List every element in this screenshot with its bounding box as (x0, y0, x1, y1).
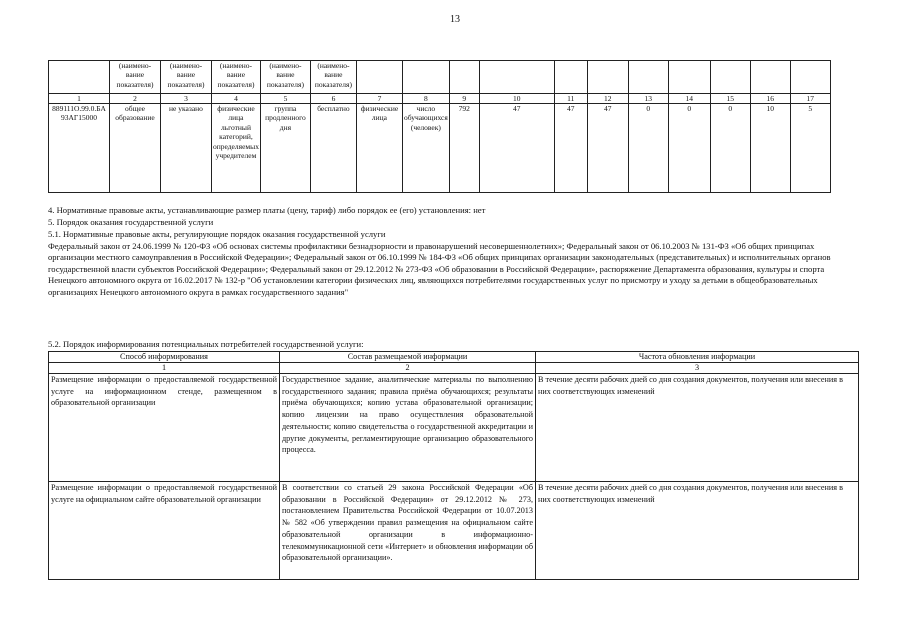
column-number: 4 (212, 94, 261, 104)
header-cell (356, 61, 402, 94)
page-number: 13 (450, 14, 460, 25)
header-cell (554, 61, 587, 94)
table-cell: 47 (587, 104, 628, 193)
table-cell: 5 (790, 104, 830, 193)
quality-indicators-table (48, 60, 831, 193)
column-number: 15 (710, 94, 750, 104)
table-cell: число обучающихся (человек) (402, 104, 449, 193)
header-cell: (наимено-вание показателя) (260, 61, 310, 94)
column-header: Способ информирования (49, 352, 280, 363)
header-cell (479, 61, 554, 94)
table-cell: 10 (750, 104, 790, 193)
informing-table (48, 351, 859, 580)
column-number-row (49, 94, 831, 104)
section-5-heading: 5. Порядок оказания государственной услуги (48, 217, 214, 227)
header-cell (628, 61, 668, 94)
info-method-cell: Размещение информации о предоставляемой государственной услуге на официальном сайте образовательной организации (49, 482, 280, 580)
table-cell: 47 (554, 104, 587, 193)
header-cell (710, 61, 750, 94)
table-cell: группа продленного дня (260, 104, 310, 193)
column-number: 3 (161, 94, 212, 104)
table-cell: физические лица льготный категорий, определяемых учредителем (212, 104, 261, 193)
header-cell (790, 61, 830, 94)
column-number: 3 (536, 363, 859, 374)
column-number: 13 (628, 94, 668, 104)
table-cell: 0 (710, 104, 750, 193)
table-cell: 0 (668, 104, 710, 193)
column-header: Состав размещаемой информации (280, 352, 536, 363)
column-number: 1 (49, 363, 280, 374)
table-cell: не указано (161, 104, 212, 193)
section-5-1-heading: 5.1. Нормативные правовые акты, регулирующие порядок оказания государственной услуги (48, 229, 386, 239)
column-number: 14 (668, 94, 710, 104)
info-frequency-cell: В течение десяти рабочих дней со дня создания документов, получения или внесения в них соответствующих изменений (536, 374, 859, 482)
info-content-cell: В соответствии со статьей 29 закона Российской Федерации «Об образовании в Российской Федерации» от 29.12.2012 № 273, постановлением Правительства Российской Федерации от 10.07.2013 № 582 «Об утверждении правил размещения на официальном сайте образовательной организации в информационно-телекоммуникационной сети «Интернет» и обновления информации об образовательной организации». (280, 482, 536, 580)
column-number-row (49, 363, 859, 374)
column-number: 2 (280, 363, 536, 374)
column-number: 10 (479, 94, 554, 104)
column-header: Частота обновления информации (536, 352, 859, 363)
header-cell (402, 61, 449, 94)
column-number: 7 (356, 94, 402, 104)
table-cell: 0 (628, 104, 668, 193)
table-header-row (49, 352, 859, 363)
column-number: 11 (554, 94, 587, 104)
table-cell: 792 (449, 104, 479, 193)
column-number: 17 (790, 94, 830, 104)
header-cell (49, 61, 110, 94)
header-cell: (наимено-вание показателя) (110, 61, 161, 94)
column-number: 6 (310, 94, 356, 104)
info-content-cell: Государственное задание, аналитические материалы по выполнению государственного задания; правила приёма обучающихся; результаты приёма обучающихся; копию устава образовательной организации; копию лицензии на право осуществления образовательной деятельности; копию свидетельства о государственной аккредитации и другие документы, регламентирующие организацию образовательного процесса. (280, 374, 536, 482)
table-header-row (49, 61, 831, 94)
regulatory-acts-text: Федеральный закон от 24.06.1999 № 120-ФЗ «Об основах системы профилактики безнадзорности и правонарушений несовершеннолетних»; Федеральный закон от 06.10.2003 № 131-ФЗ «Об общих принципах организации местного самоуправления в Российской Федерации»; Федеральный закон от 06.10.1999 № 184-ФЗ «Об общих принципах организации законодательных (представительных) и исполнительных органов государственной власти субъектов Российской Федерации»; Федеральный закон от 29.12.2012 № 273-ФЗ «Об образовании в Российской Федерации», распоряжение Департамента образования, культуры и спорта Ненецкого автономного округа от 16.02.2017 № 132-р "Об установлении категории физических лиц, являющихся потребителями государственных услуг по присмотру и уходу за детьми в общеобразовательных организациях Ненецкого автономного округа в рамках государственного задания" (48, 241, 831, 297)
column-number: 12 (587, 94, 628, 104)
info-frequency-cell: В течение десяти рабочих дней со дня создания документов, получения или внесения в них соответствующих изменений (536, 482, 859, 580)
column-number: 5 (260, 94, 310, 104)
table-cell: физические лица (356, 104, 402, 193)
column-number: 1 (49, 94, 110, 104)
header-cell (587, 61, 628, 94)
header-cell (668, 61, 710, 94)
header-cell (449, 61, 479, 94)
table-cell: 889111О.99.0.БА 93АГ15000 (49, 104, 110, 193)
column-number: 9 (449, 94, 479, 104)
table-cell: общее образование (110, 104, 161, 193)
info-method-cell: Размещение информации о предоставляемой государственной услуге на информационном стенде, размещенном в образовательной организации (49, 374, 280, 482)
section-5-2-heading: 5.2. Порядок информирования потенциальных потребителей государственной услуги: (48, 339, 364, 349)
header-cell: (наимено-вание показателя) (212, 61, 261, 94)
header-cell (750, 61, 790, 94)
column-number: 16 (750, 94, 790, 104)
table-row (49, 374, 859, 482)
header-cell: (наимено-вание показателя) (161, 61, 212, 94)
table-row (49, 482, 859, 580)
header-cell: (наимено-вание показателя) (310, 61, 356, 94)
table-cell: бесплатно (310, 104, 356, 193)
column-number: 8 (402, 94, 449, 104)
section-4-heading: 4. Нормативные правовые акты, устанавливающие размер платы (цену, тариф) либо порядок ее (его) установления: нет (48, 205, 486, 215)
table-row (49, 104, 831, 193)
table-cell: 47 (479, 104, 554, 193)
column-number: 2 (110, 94, 161, 104)
